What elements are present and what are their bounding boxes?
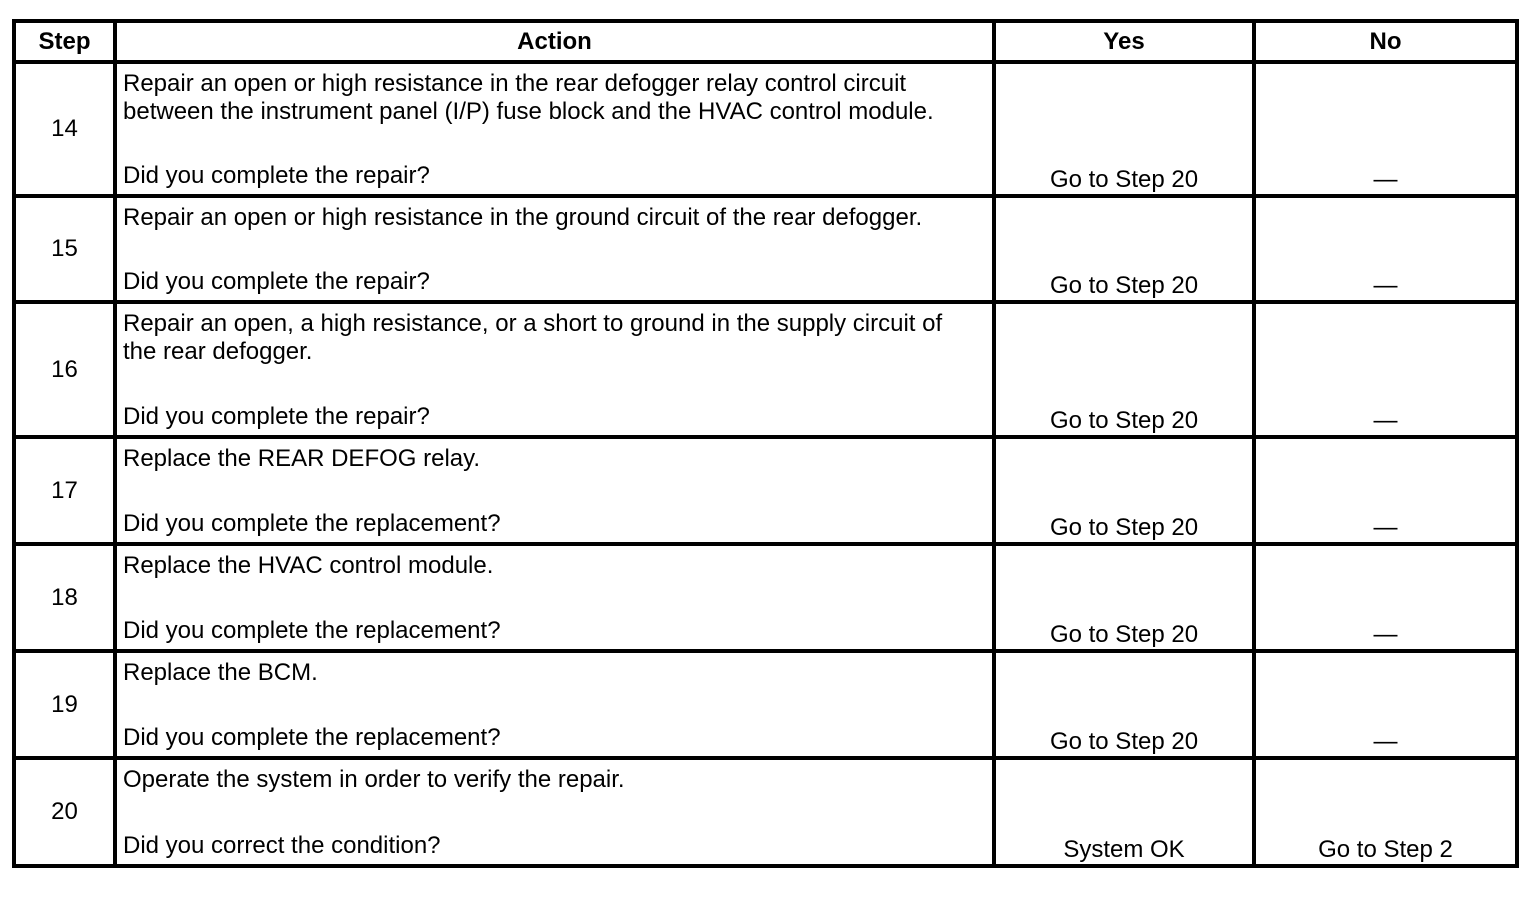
step-number: 15 [14, 196, 115, 302]
step-number: 19 [14, 651, 115, 758]
action-question: Did you complete the replacement? [123, 724, 501, 751]
action-cell [115, 544, 994, 651]
table-row [14, 651, 1517, 758]
header-no: No [1254, 21, 1517, 62]
header-action: Action [115, 21, 994, 62]
action-text: Replace the REAR DEFOG relay. [123, 445, 481, 472]
yes-result: Go to Step 20 [994, 437, 1254, 544]
step-number: 20 [14, 758, 115, 866]
header-row [14, 21, 1517, 62]
action-question: Did you complete the replacement? [123, 617, 501, 644]
table-row [14, 544, 1517, 651]
no-result: — [1254, 544, 1517, 651]
table-row [14, 758, 1517, 866]
header-yes: Yes [994, 21, 1254, 62]
yes-result: Go to Step 20 [994, 544, 1254, 651]
step-number: 16 [14, 302, 115, 437]
yes-result: System OK [994, 758, 1254, 866]
no-result: — [1254, 437, 1517, 544]
yes-result: Go to Step 20 [994, 651, 1254, 758]
no-result: — [1254, 651, 1517, 758]
action-question: Did you complete the repair? [123, 403, 430, 430]
no-result: Go to Step 2 [1254, 758, 1517, 866]
action-cell [115, 62, 994, 196]
no-result: — [1254, 196, 1517, 302]
diagnostic-table [12, 19, 1519, 868]
no-result: — [1254, 62, 1517, 196]
action-cell [115, 437, 994, 544]
action-text: Repair an open or high resistance in the ground circuit of the rear defogger. [123, 204, 923, 231]
action-question: Did you complete the repair? [123, 268, 430, 295]
action-cell [115, 651, 994, 758]
table-row [14, 437, 1517, 544]
yes-result: Go to Step 20 [994, 62, 1254, 196]
action-question: Did you correct the condition? [123, 832, 441, 859]
yes-result: Go to Step 20 [994, 196, 1254, 302]
step-number: 18 [14, 544, 115, 651]
action-text: Repair an open or high resistance in the rear defogger relay control circuit between the instrument panel (I/P) fuse block and the HVAC control module. [123, 70, 934, 125]
action-cell [115, 196, 994, 302]
yes-result: Go to Step 20 [994, 302, 1254, 437]
no-result: — [1254, 302, 1517, 437]
action-question: Did you complete the replacement? [123, 510, 501, 537]
action-text: Replace the HVAC control module. [123, 552, 494, 579]
header-step: Step [14, 21, 115, 62]
action-text: Operate the system in order to verify the repair. [123, 766, 625, 793]
action-question: Did you complete the repair? [123, 162, 430, 189]
step-number: 17 [14, 437, 115, 544]
table-row [14, 302, 1517, 437]
action-cell [115, 758, 994, 866]
table-row [14, 62, 1517, 196]
step-number: 14 [14, 62, 115, 196]
table-row [14, 196, 1517, 302]
action-text: Repair an open, a high resistance, or a short to ground in the supply circuit of the rear defogger. [123, 310, 943, 365]
action-text: Replace the BCM. [123, 659, 318, 686]
action-cell [115, 302, 994, 437]
